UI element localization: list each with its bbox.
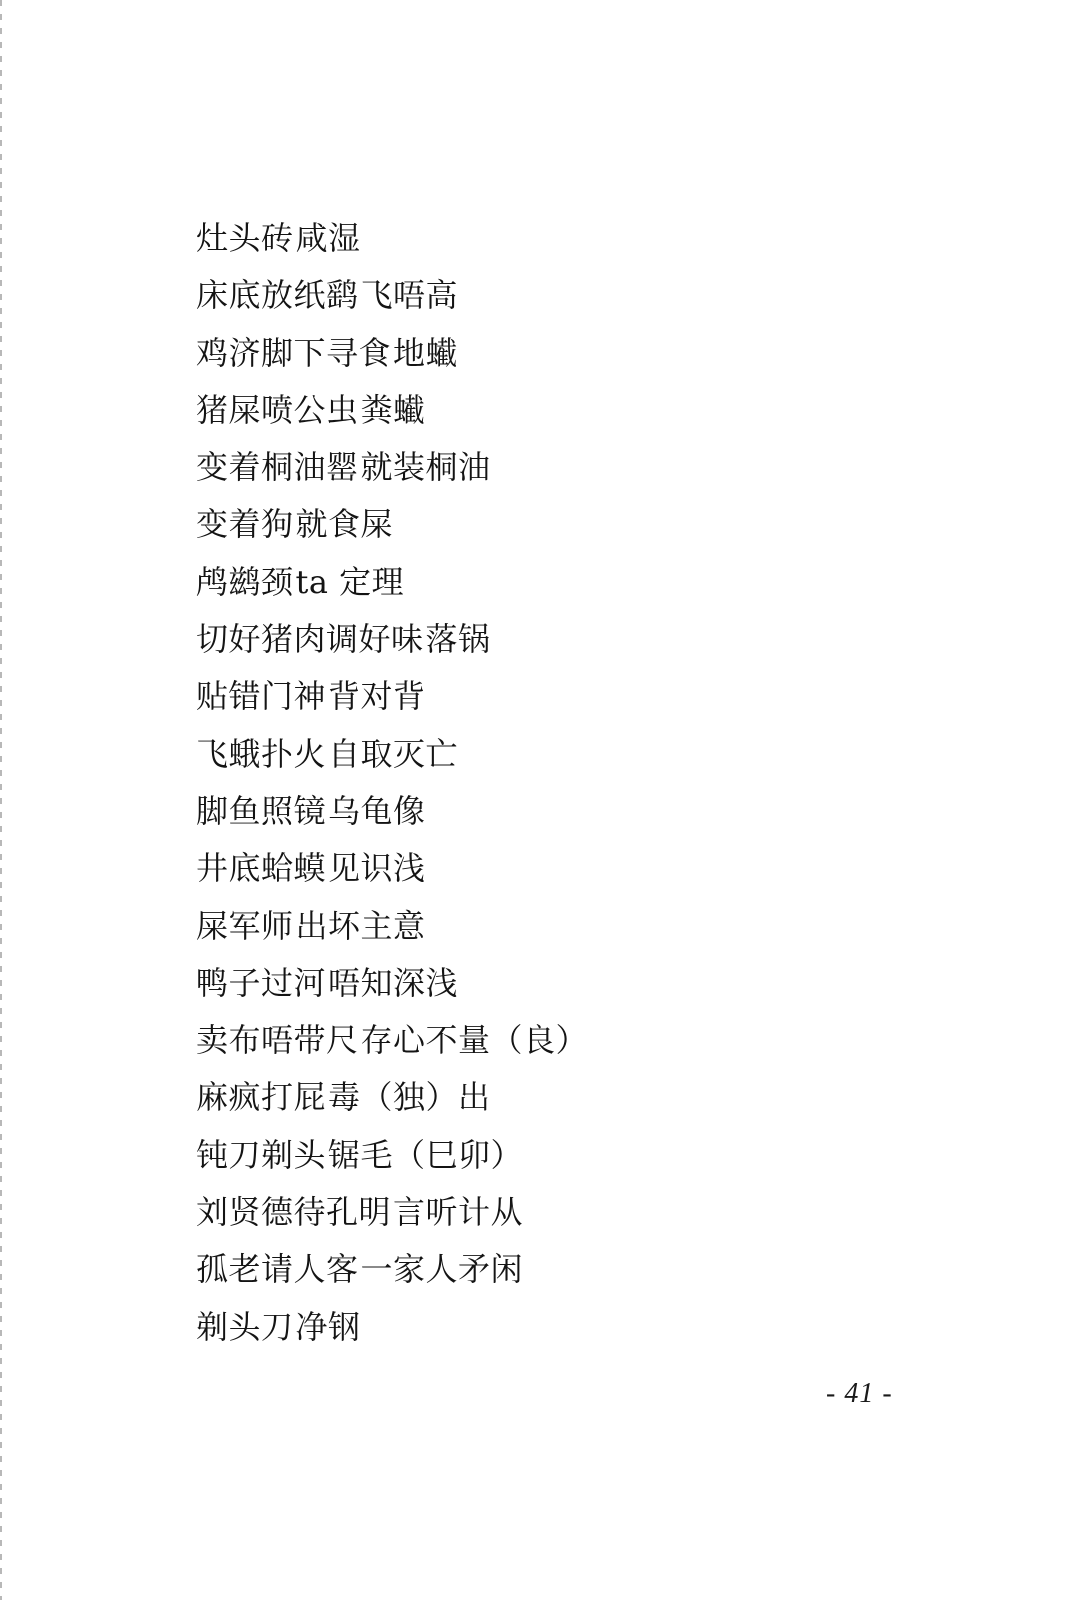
saying-answer: 背对背 (328, 677, 426, 716)
saying-answer: 乌龟像 (328, 791, 426, 830)
saying-riddle: 鸬鹚颈 (196, 562, 294, 601)
saying-riddle: 孤老请人客 (196, 1250, 359, 1289)
saying-riddle: 床底放纸鹞 (196, 276, 359, 315)
saying-answer: 地蠘 (393, 333, 459, 372)
list-item (196, 783, 588, 840)
list-item (196, 1069, 588, 1126)
saying-riddle: 钝刀剃头 (196, 1135, 327, 1174)
saying-riddle: 灶头砖 (196, 219, 294, 257)
saying-answer: 存心不量（良） (360, 1021, 589, 1060)
saying-riddle: 剃头刀 (196, 1307, 294, 1346)
saying-answer: 自取灭亡 (328, 734, 459, 773)
saying-answer: 言听计从 (393, 1193, 524, 1232)
saying-answer: 就食屎 (295, 505, 394, 544)
list-item (196, 840, 588, 897)
saying-answer: 出坏主意 (295, 906, 426, 945)
saying-riddle: 贴错门神 (196, 677, 327, 716)
saying-answer: 毒（独）出 (328, 1078, 491, 1117)
list-item (196, 1299, 588, 1356)
saying-riddle: 刘贤德待孔明 (196, 1193, 392, 1232)
list-item (196, 210, 588, 267)
saying-riddle: 猪屎喷公虫 (196, 390, 359, 429)
scan-edge (0, 0, 2, 1600)
saying-riddle: 屎军师 (196, 906, 294, 945)
saying-answer: 锯毛（巳卯） (328, 1135, 524, 1174)
list-item (196, 955, 588, 1012)
saying-answer: 飞唔高 (360, 276, 459, 315)
saying-riddle: 鸭子过河 (196, 963, 327, 1002)
page-number: - 41 - (826, 1378, 893, 1409)
saying-answer: 粪蠘 (360, 390, 426, 429)
list-item (196, 611, 588, 668)
saying-riddle: 变着狗 (196, 505, 294, 544)
saying-riddle: 切好猪肉调好味 (196, 620, 424, 659)
saying-answer: 咸湿 (295, 219, 361, 257)
saying-answer: 唔知深浅 (328, 963, 459, 1002)
list-item (196, 726, 588, 783)
list-item (196, 1012, 588, 1069)
list-item (196, 496, 588, 553)
list-item (196, 554, 588, 611)
saying-riddle: 卖布唔带尺 (196, 1021, 359, 1060)
saying-riddle: 鸡济脚下寻食 (196, 333, 392, 372)
list-item (196, 439, 588, 496)
list-item (196, 1241, 588, 1298)
saying-riddle: 变着桐油罂 (196, 448, 359, 487)
saying-riddle: 脚鱼照镜 (196, 791, 327, 830)
list-item (196, 1127, 588, 1184)
list-item (196, 898, 588, 955)
saying-riddle: 飞蛾扑火 (196, 734, 327, 773)
saying-answer: 落锅 (425, 620, 491, 659)
saying-answer: 见识浅 (328, 849, 426, 888)
sayings-list (196, 210, 588, 1356)
saying-answer: 就装桐油 (360, 448, 491, 487)
list-item (196, 1184, 588, 1241)
saying-answer: ta 定理 (295, 562, 405, 601)
saying-riddle: 井底蛤蟆 (196, 849, 327, 888)
list-item (196, 267, 588, 324)
list-item (196, 668, 588, 725)
list-item (196, 325, 588, 382)
saying-answer: 一家人矛闲 (360, 1250, 524, 1289)
list-item (196, 382, 588, 439)
saying-riddle: 麻疯打屁 (196, 1078, 327, 1117)
saying-answer: 净钢 (295, 1307, 361, 1346)
